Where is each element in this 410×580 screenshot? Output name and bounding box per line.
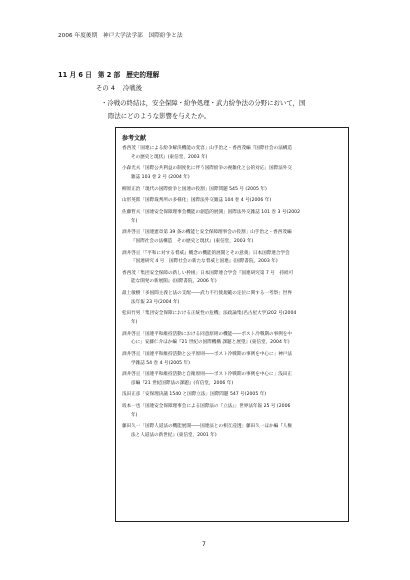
page-number: 7 bbox=[202, 541, 206, 548]
reference-entry bbox=[122, 290, 342, 307]
section-date: 11 月 6 日 bbox=[58, 71, 92, 79]
section-part: 第 2 部 bbox=[97, 71, 121, 79]
reference-line: 雑誌 103 巻 2 号 (2004 年) bbox=[131, 174, 190, 180]
reference-line: 年) bbox=[131, 319, 138, 325]
reference-line: 山形英郎「国際裁判所の多様化」国際法外交雑誌 104 巻 4 号(2006 年) bbox=[122, 198, 272, 204]
reference-line: 学雑誌 54 巻 4 号(2005 年) bbox=[131, 360, 190, 366]
reference-entry bbox=[122, 197, 342, 206]
reference-line: 松田竹男「集団安全保障における正統性の危機」法政論集(名古屋大学)202 号(2004 bbox=[122, 311, 297, 317]
reference-entry bbox=[122, 250, 342, 267]
reference-entry bbox=[122, 145, 342, 162]
reference-line: 最上敏樹「多国間主義と法の支配――武力不行使規範の定位に関する一考察」世界 bbox=[122, 291, 292, 297]
reference-line: 香西茂「集団安全保障の新しい枠組」日本国際連合学会『国連研究第 7 号 持続可 bbox=[122, 270, 294, 276]
reference-entry bbox=[122, 371, 342, 388]
reference-line: 年) bbox=[131, 218, 138, 224]
reference-line: 坂本一也「国連安全保障理事会による国際法の『立法』」世界法年報 25 号 (2006 bbox=[122, 404, 291, 410]
reference-entry bbox=[122, 391, 342, 400]
reference-line: 心に」安藤仁介ほか編『21 世紀の国際機構 課題と展望』(東信堂，2004 年) bbox=[131, 340, 290, 346]
reference-entry bbox=[122, 229, 342, 246]
references-box bbox=[115, 127, 349, 522]
reference-line: 彦編『21 世紀国際法の課題』(有信堂，2006 年) bbox=[131, 380, 234, 386]
subsection-heading bbox=[96, 83, 150, 92]
reference-entry bbox=[122, 423, 342, 440]
page-header: 2006 年度後期 神戸大学法学部 国際紛争と法 bbox=[58, 33, 183, 39]
reference-line: 藤田久一「国際人道法の機能展開――国連法との相互浸透」藤田久一ほか編『人権 bbox=[122, 424, 292, 430]
paragraph-line: ・冷戦の終結は，安全保障・紛争処理・武力紛争法の分野において，国 bbox=[101, 99, 306, 107]
section-title: 歴史的理解 bbox=[126, 71, 160, 79]
reference-line: 柳原正治「現代の国際紛争と国連の役割」国際問題 545 号 (2005 年) bbox=[122, 186, 267, 192]
reference-entry bbox=[122, 351, 342, 368]
section-heading bbox=[58, 69, 165, 79]
reference-line: 佐藤哲夫「国連安全保障理事会機能の創造的展開」国際法外交雑誌 101 巻 3 号(2002 bbox=[122, 209, 301, 215]
reference-line: 小森光夫「国際公共利益の制度化に伴う国際紛争の複雑化と公的対応」国際法外交 bbox=[122, 166, 292, 172]
reference-entry bbox=[122, 186, 342, 195]
reference-line: 『国連研究 4 号 国際社会の新たな脅威と国連』(国際書院，2003 年) bbox=[131, 259, 278, 265]
reference-line: 年) bbox=[131, 412, 138, 418]
question-paragraph bbox=[101, 97, 355, 123]
subsection-number: その 4 bbox=[96, 84, 115, 92]
paragraph-line: 際法にどのような影響を与えたか。 bbox=[108, 112, 211, 120]
references-title: 参考文献 bbox=[122, 135, 147, 142]
reference-line: 香西茂「国連による紛争解決機能の変容」山手治之・香西茂編『国際社会の法構造 bbox=[122, 146, 292, 151]
reference-line: その歴史と現状』(東信堂，2003 年) bbox=[131, 154, 208, 160]
reference-entry bbox=[122, 403, 342, 420]
references-list bbox=[122, 145, 342, 441]
reference-entry bbox=[122, 270, 342, 287]
reference-line: 酒井啓亘「国連平和維持活動と公平原則――ポスト冷戦期の事例を中心に」神戸法 bbox=[122, 351, 292, 357]
reference-entry bbox=[122, 331, 342, 348]
subsection-title: 冷戦後 bbox=[122, 84, 143, 92]
reference-line: 『国際社会の法構造 その歴史と現状』(東信堂，2003 年) bbox=[131, 238, 254, 244]
reference-line: 能な開発の新展開』(国際書院，2006 年) bbox=[131, 279, 217, 285]
reference-entry bbox=[122, 165, 342, 182]
reference-line: 法年報 23 号(2004 年) bbox=[131, 299, 180, 305]
reference-line: 酒井啓亘「国連憲章第 39 条の機能と安全保障理事会の役割」山手治之・香西茂編 bbox=[122, 230, 292, 236]
reference-line: 酒井啓亘「国連平和維持活動と自衛原則――ポスト冷戦期の事例を中心に」浅田正 bbox=[122, 372, 292, 378]
reference-line: 浅田正彦「安保理決議 1540 と国際立法」国際問題 547 号(2005 年) bbox=[122, 392, 267, 398]
reference-line: 酒井啓亘「『平和に対する脅威』概念の機能的展開とその意義」日本国際連合学会 bbox=[122, 250, 290, 256]
reference-entry bbox=[122, 209, 342, 226]
reference-line: 酒井啓亘「国連平和維持活動における同意原則の機能――ポスト冷戦期の事例を中 bbox=[122, 331, 292, 337]
reference-entry bbox=[122, 310, 342, 327]
reference-line: 法と人道法の新世紀』(東信堂，2001 年) bbox=[131, 433, 217, 439]
